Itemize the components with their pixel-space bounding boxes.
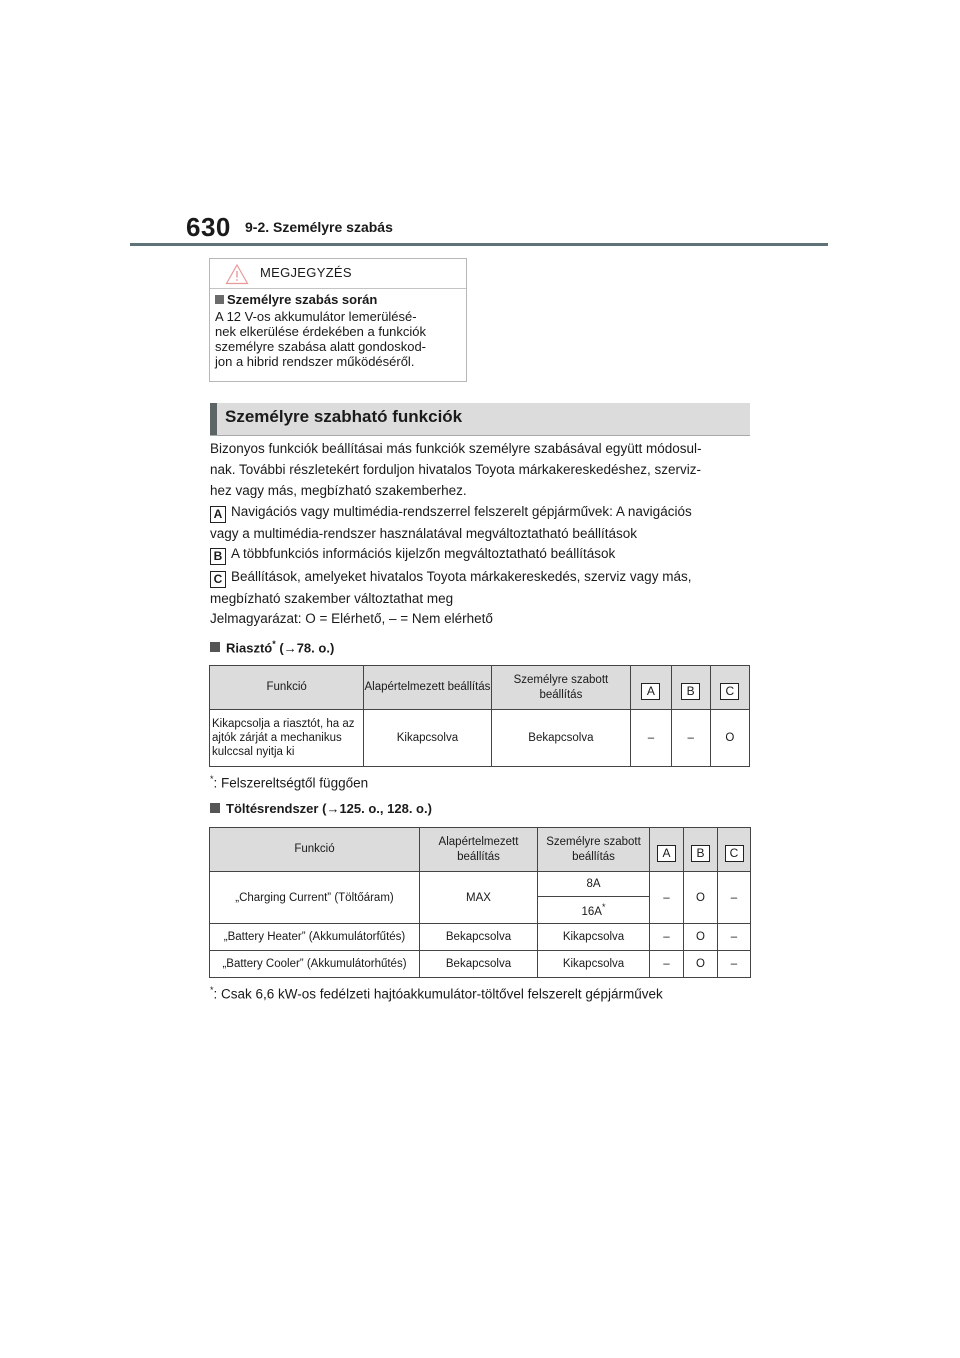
note-subtitle-text: Személyre szabás során	[227, 292, 378, 307]
alarm-heading-text: Riasztó	[226, 640, 273, 656]
cell-custom-2	[538, 897, 650, 924]
intro-line: nak. További részletekért forduljon hivatalos Toyota márkakereskedéshez, szerviz-	[210, 462, 701, 477]
note-line: nek elkerülése érdekében a funkciók	[215, 324, 427, 339]
col-custom: Személyre szabott beállítás	[491, 666, 631, 710]
charging-footnote	[210, 985, 663, 1002]
col-a-box: A	[657, 845, 676, 862]
cell-custom: 8A	[538, 872, 650, 897]
col-c	[718, 828, 751, 872]
header-rule	[130, 243, 828, 246]
charging-heading	[210, 801, 432, 816]
page-number: 630	[186, 212, 231, 242]
note-line: jon a hibrid rendszer működéséről.	[215, 354, 415, 369]
cell-b: –	[671, 710, 710, 767]
col-b	[684, 828, 718, 872]
col-a-box: A	[641, 683, 660, 700]
col-function: Funkció	[210, 828, 420, 872]
cell-function: „Battery Cooler” (Akkumulátorhűtés)	[210, 951, 420, 978]
alarm-footnote-text: : Felszereltségtől függően	[213, 775, 369, 791]
note-subtitle	[215, 292, 377, 307]
cell-c: O	[710, 710, 749, 767]
col-c-box: C	[725, 845, 744, 862]
legend-c-line2: megbízható szakember változtathat meg	[210, 591, 454, 606]
table-row	[210, 951, 751, 978]
legend-a-line1: Navigációs vagy multimédia-rendszerrel felszerelt gépjárművek: A navigációs	[231, 504, 692, 519]
cell-custom: Bekapcsolva	[491, 710, 631, 767]
square-bullet-icon	[210, 642, 220, 652]
note-body	[215, 309, 460, 369]
legend-c-line1: Beállítások, amelyeket hivatalos Toyota márkakereskedés, szerviz vagy más,	[231, 569, 692, 584]
cell-custom: Kikapcsolva	[538, 951, 650, 978]
section-heading: Személyre szabható funkciók	[225, 407, 463, 426]
col-custom: Személyre szabott beállítás	[538, 828, 650, 872]
table-header-row	[210, 828, 751, 872]
col-b	[671, 666, 710, 710]
alarm-heading	[210, 639, 334, 655]
col-c	[710, 666, 749, 710]
cell-custom-2-text: 16A	[581, 905, 602, 918]
asterisk: *	[272, 639, 276, 649]
table-header-row	[210, 666, 750, 710]
square-bullet-icon	[210, 803, 220, 813]
charging-heading-text: Töltésrendszer	[226, 801, 319, 816]
legend-b	[210, 543, 750, 565]
cell-a: –	[650, 951, 684, 978]
section-heading-band	[210, 403, 750, 436]
col-default: Alapértelmezett beállítás	[420, 828, 538, 872]
col-a	[650, 828, 684, 872]
alarm-page-ref: (→78. o.)	[279, 640, 335, 656]
cell-default: Bekapcsolva	[420, 924, 538, 951]
cell-b: O	[684, 872, 718, 924]
cell-function: Kikapcsolja a riasztót, ha az ajtók zárját a mechanikus kulccsal nyitja ki	[210, 710, 364, 767]
legend-box-a: A	[210, 506, 226, 523]
col-a	[631, 666, 671, 710]
col-c-box: C	[720, 683, 739, 700]
cell-function: „Battery Heater” (Akkumulátorfűtés)	[210, 924, 420, 951]
cell-b: O	[684, 951, 718, 978]
note-line: A 12 V-os akkumulátor lemerülésé-	[215, 309, 417, 324]
note-title: MEGJEGYZÉS	[260, 265, 352, 280]
asterisk: *	[601, 902, 606, 913]
intro-line: Bizonyos funkciók beállításai más funkciók személyre szabásával együtt módosul-	[210, 441, 702, 456]
legend-a-line2: vagy a multimédia-rendszer használatával megváltoztatható beállítások	[210, 526, 637, 541]
legend-box-b: B	[210, 548, 226, 565]
intro-line: hez vagy más, megbízható szakemberhez.	[210, 483, 467, 498]
cell-function: „Charging Current” (Töltőáram)	[210, 872, 420, 924]
table-row	[210, 872, 751, 897]
cell-default: MAX	[420, 872, 538, 924]
table-row	[210, 924, 751, 951]
warning-icon	[225, 263, 249, 285]
cell-default: Bekapcsolva	[420, 951, 538, 978]
footnote-asterisk: *	[210, 985, 214, 995]
legend-b-line1: A többfunkciós információs kijelzőn megváltoztatható beállítások	[231, 546, 616, 561]
col-b-box: B	[681, 683, 700, 700]
table-row	[210, 710, 750, 767]
alarm-table	[209, 665, 750, 767]
note-header	[210, 259, 466, 289]
cell-c: –	[718, 872, 751, 924]
cell-default: Kikapcsolva	[364, 710, 491, 767]
note-box	[209, 258, 467, 382]
cell-custom: Kikapcsolva	[538, 924, 650, 951]
legend-c	[210, 566, 750, 609]
legend-box-c: C	[210, 571, 226, 588]
cell-b: O	[684, 924, 718, 951]
section-title: 9-2. Személyre szabás	[245, 219, 393, 235]
cell-a: –	[650, 872, 684, 924]
charging-table	[209, 827, 751, 978]
legend-a	[210, 501, 750, 544]
section-heading-bar	[210, 403, 217, 435]
col-default: Alapértelmezett beállítás	[364, 666, 491, 710]
note-line: személyre szabása alatt gondoskod-	[215, 339, 427, 354]
cell-c: –	[718, 924, 751, 951]
cell-a: –	[631, 710, 671, 767]
intro-paragraph	[210, 438, 750, 501]
alarm-footnote	[210, 774, 368, 791]
footnote-asterisk: *	[210, 774, 214, 784]
legend-key: Jelmagyarázat: O = Elérhető, – = Nem elérhető	[210, 611, 493, 626]
charging-page-ref: (→125. o., 128. o.)	[322, 801, 432, 816]
charging-footnote-text: : Csak 6,6 kW-os fedélzeti hajtóakkumulátor-töltővel felszerelt gépjárművek	[213, 986, 663, 1002]
square-bullet-icon	[215, 295, 224, 304]
col-b-box: B	[691, 845, 710, 862]
col-function: Funkció	[210, 666, 364, 710]
cell-a: –	[650, 924, 684, 951]
cell-c: –	[718, 951, 751, 978]
